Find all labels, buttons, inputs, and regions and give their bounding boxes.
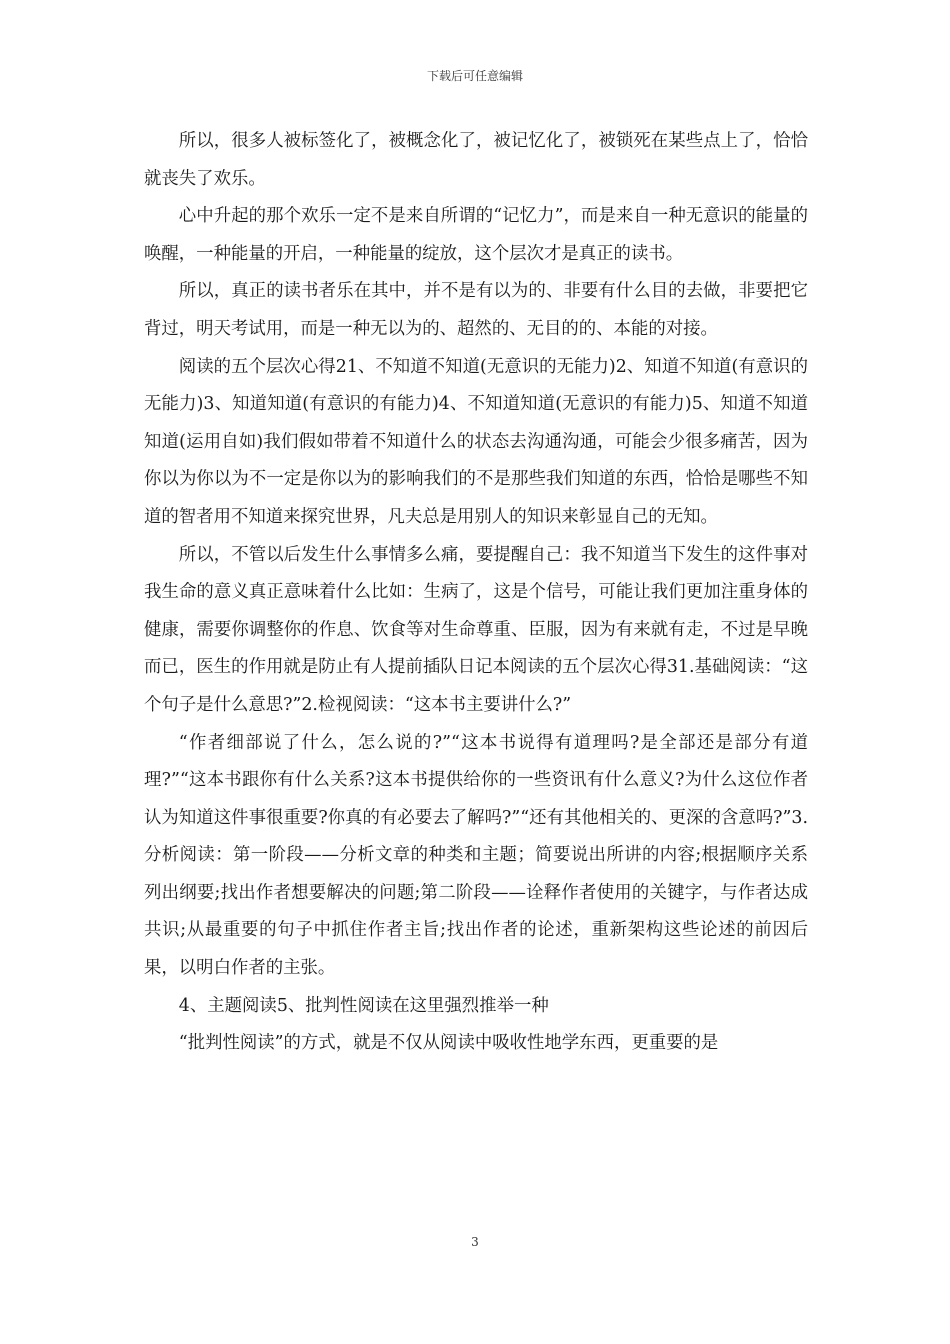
paragraph-7: 4、主题阅读5、批判性阅读在这里强烈推举一种 xyxy=(178,995,549,1016)
paragraph-2: 心中升起的那个欢乐一定不是来自所谓的“记忆力”，而是来自一种无意识的能量的唤醒，一种能量的开启，一种能量的绽放，这个层次才是真正的读书。 xyxy=(144,206,808,264)
page-number: 3 xyxy=(471,1235,479,1249)
paragraph-3: 所以，真正的读书者乐在其中，并不是有以为的、非要有什么目的去做，非要把它背过，明天考试用，而是一种无以为的、超然的、无目的的、本能的对接。 xyxy=(144,281,808,339)
paragraph-6: “作者细部说了什么，怎么说的?”“这本书说得有道理吗?是全部还是部分有道理?”“这本书跟你有什么关系?这本书提供给你的一些资讯有什么意义?为什么这位作者认为知道这件事很重要?你真的有必要去了解吗?”“还有其他相关的、更深的含意吗?”3.分析阅读：第一阶段——分析文章的种类和主题；简要说出所讲的内容;根据顺序关系列出纲要;找出作者想要解决的问题;第二阶段——诠释作者使用的关键字，与作者达成共识;从最重要的句子中抓住作者主旨;找出作者的论述，重新架构这些论述的前因后果，以明白作者的主张。 xyxy=(144,732,808,979)
paragraph-4: 阅读的五个层次心得21、不知道不知道(无意识的无能力)2、知道不知道(有意识的无能力)3、知道知道(有意识的有能力)4、不知道知道(无意识的有能力)5、知道不知道知道(运用自如)我们假如带着不知道什么的状态去沟通沟通，可能会少很多痛苦，因为你以为你以为不一定是你以为的影响我们的不是那些我们知道的东西，恰恰是哪些不知道的智者用不知道来探究世界，凡夫总是用别人的知识来彰显自己的无知。 xyxy=(144,356,808,527)
paragraph-8: “批判性阅读”的方式，就是不仅从阅读中吸收性地学东西，更重要的是 xyxy=(178,1033,719,1054)
paragraph-1: 所以，很多人被标签化了，被概念化了，被记忆化了，被锁死在某些点上了，恰恰就丧失了欢乐。 xyxy=(144,131,808,189)
page-header: 下载后可任意编辑 xyxy=(426,69,523,83)
body-text xyxy=(144,123,808,1063)
paragraph-5: 所以，不管以后发生什么事情多么痛，要提醒自己：我不知道当下发生的这件事对我生命的意义真正意味着什么比如：生病了，这是个信号，可能让我们更加注重身体的健康，需要你调整你的作息、饮食等对生命尊重、臣服，因为有来就有走，不过是早晚而已，医生的作用就是防止有人提前插队日记本阅读的五个层次心得31.基础阅读：“这个句子是什么意思?”2.检视阅读：“这本书主要讲什么?” xyxy=(144,544,808,715)
